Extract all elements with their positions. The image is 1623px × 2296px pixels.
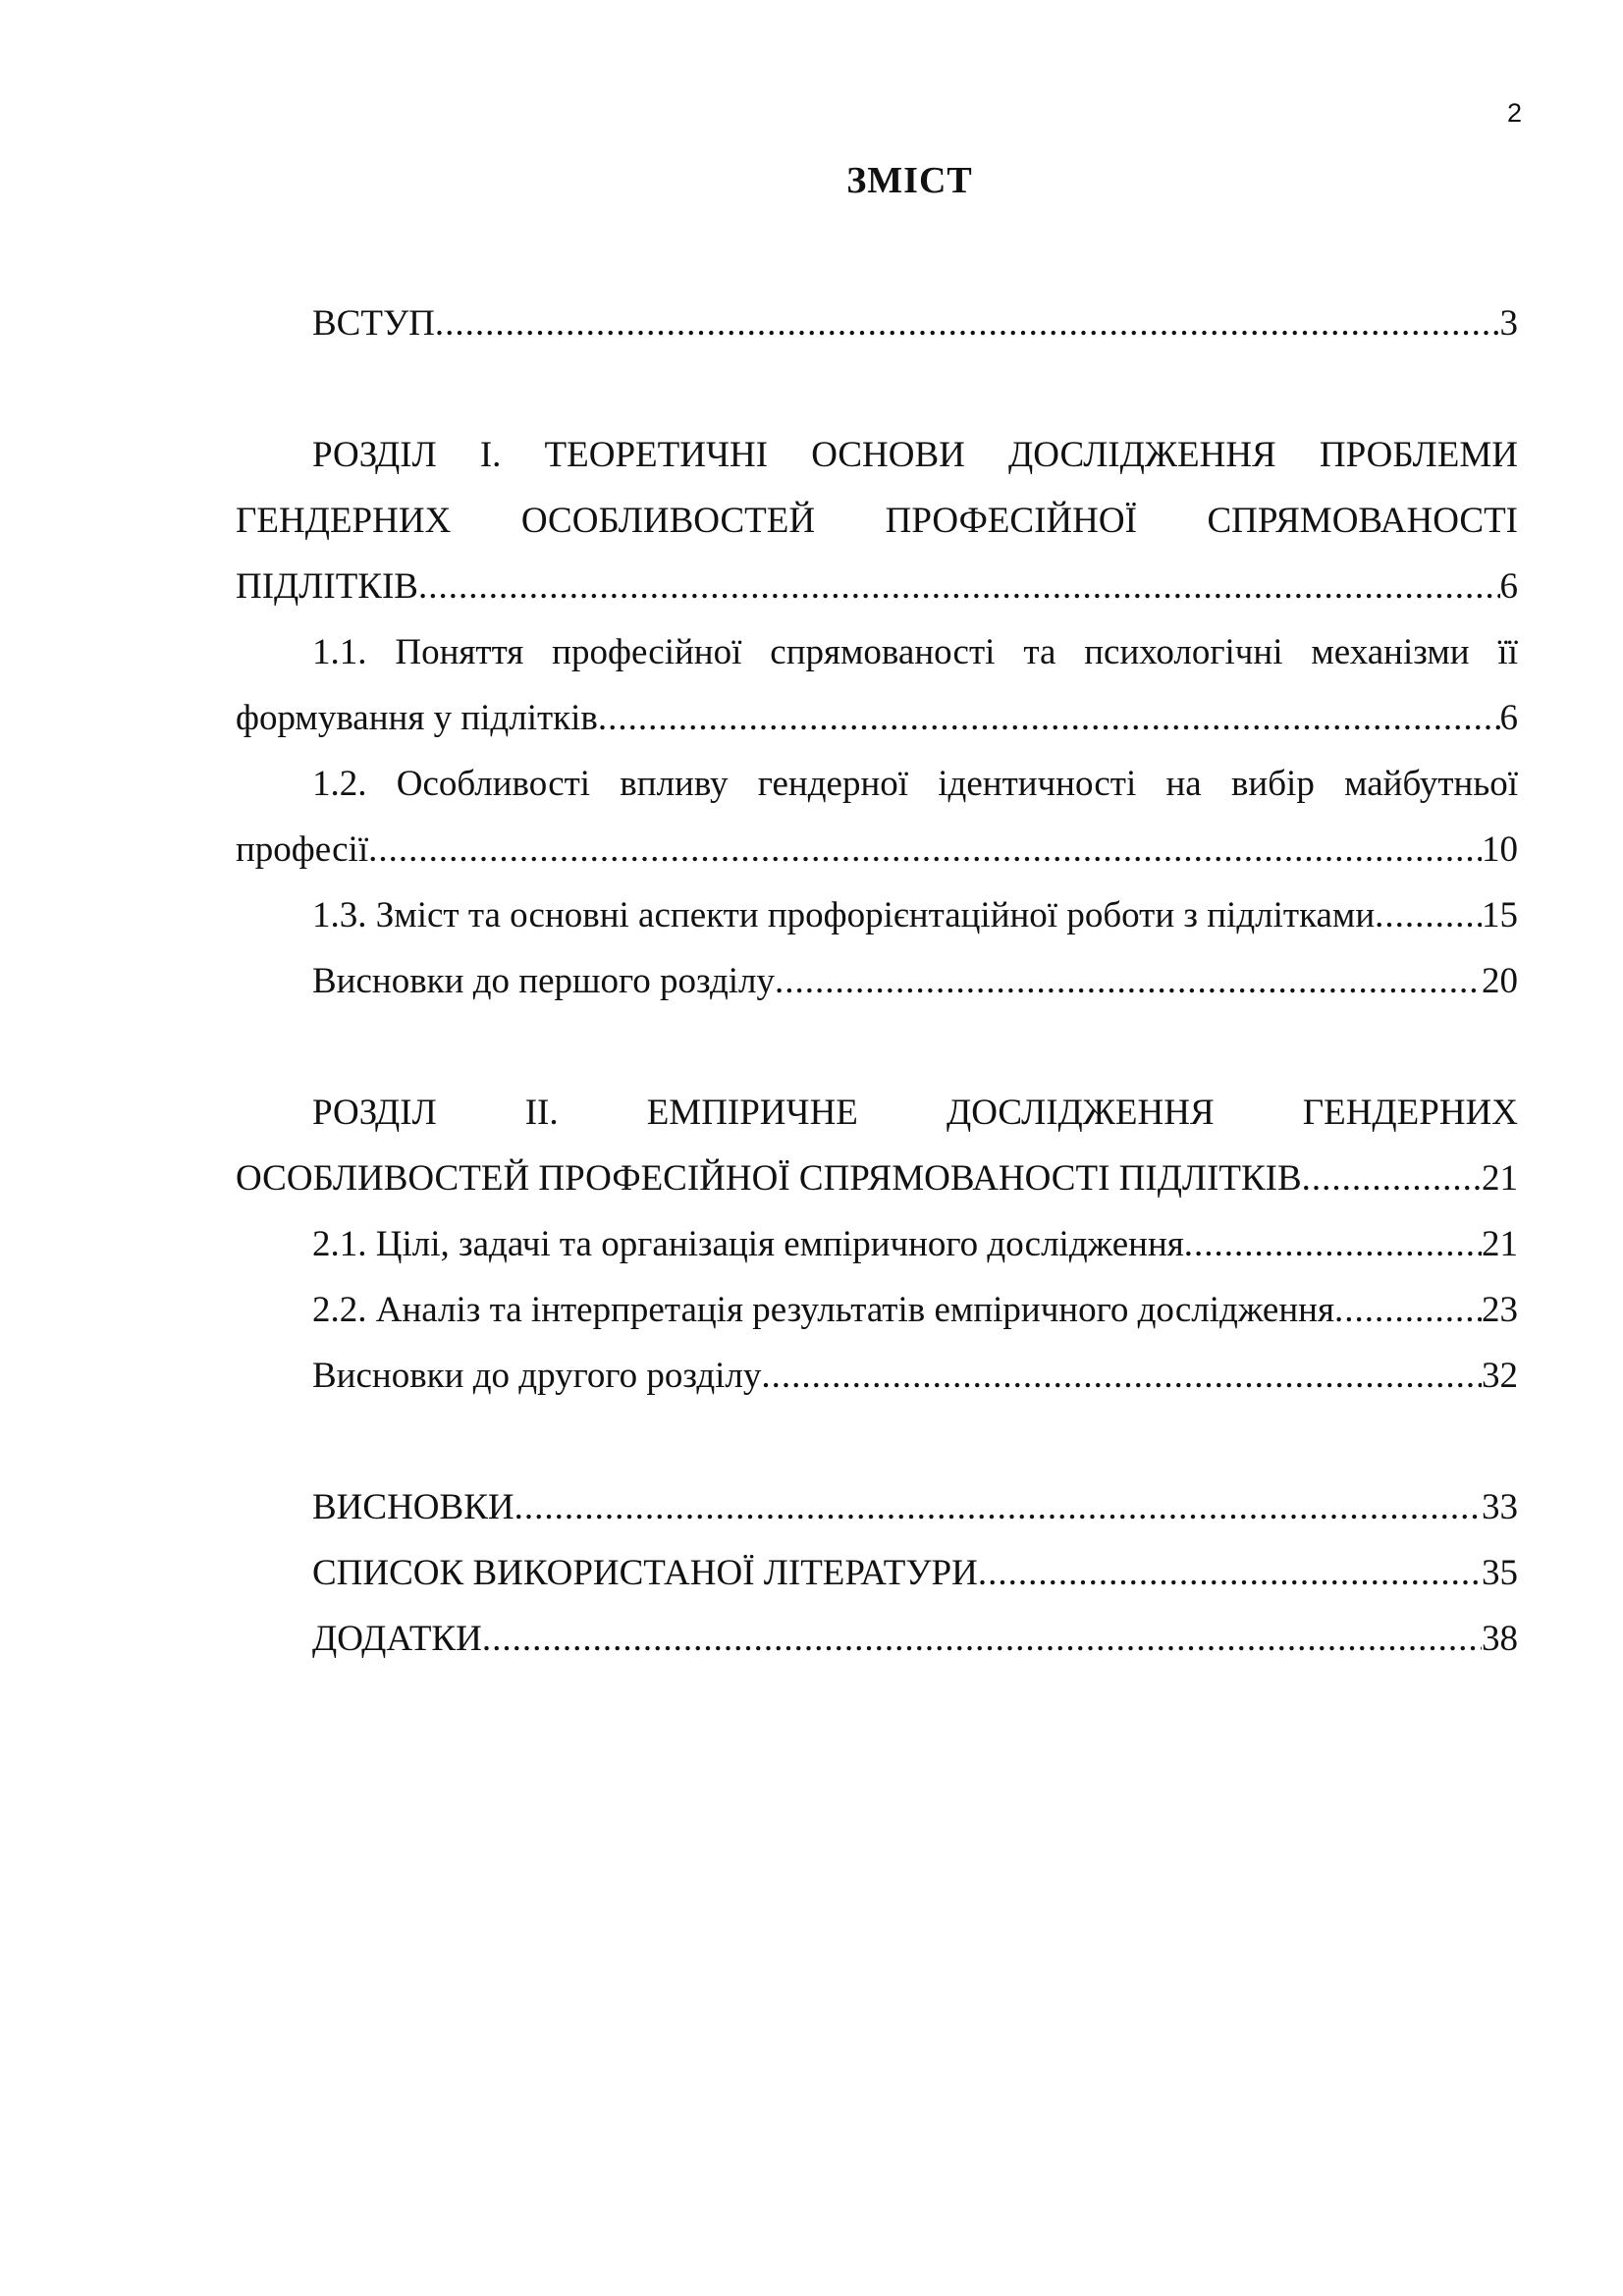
toc-entry-section-2-2[interactable] — [236, 1277, 1518, 1343]
toc-entry-page: 23 — [1482, 1290, 1518, 1330]
page-number: 2 — [1506, 98, 1522, 128]
toc-entry-text: 1.3. Зміст та основні аспекти профорієнтаційної роботи з підлітками — [312, 895, 1376, 935]
toc-entry-page: 10 — [1482, 829, 1518, 870]
table-of-contents — [236, 291, 1518, 1672]
toc-entry-references[interactable] — [236, 1540, 1518, 1606]
toc-entry-page: 6 — [1499, 698, 1518, 738]
toc-entry-section-1-1[interactable] — [236, 619, 1518, 751]
leader-dots — [1334, 1277, 1482, 1343]
toc-entry-page: 38 — [1482, 1619, 1518, 1659]
leader-dots — [598, 685, 1500, 751]
toc-entry-text: Висновки до другого розділу — [312, 1356, 762, 1396]
toc-entry-conclusions-1[interactable] — [236, 948, 1518, 1014]
toc-entry-intro[interactable] — [236, 291, 1518, 356]
toc-entry-line: 1.2. Особливості впливу гендерної ідентичності на вибір майбутньої — [312, 764, 1518, 804]
toc-entry-text: ВИСНОВКИ — [312, 1487, 514, 1527]
toc-entry-text: СПИСОК ВИКОРИСТАНОЇ ЛІТЕРАТУРИ — [312, 1553, 978, 1593]
toc-entry-page: 33 — [1482, 1487, 1518, 1527]
spacer — [236, 356, 1518, 422]
leader-dots — [514, 1474, 1482, 1540]
toc-entry-text: формування у підлітків — [236, 698, 598, 738]
toc-entry-page: 21 — [1482, 1158, 1518, 1199]
toc-entry-text: професії — [236, 829, 369, 870]
toc-entry-line: РОЗДІЛ ІІ. ЕМПІРИЧНЕ ДОСЛІДЖЕННЯ ГЕНДЕРНИХ — [312, 1093, 1518, 1133]
toc-entry-text: 2.2. Аналіз та інтерпретація результатів емпіричного дослідження — [312, 1290, 1334, 1330]
toc-entry-last-line — [236, 817, 1518, 882]
leader-dots — [1302, 1146, 1482, 1211]
toc-entry-page: 21 — [1482, 1224, 1518, 1264]
toc-entry-appendices[interactable] — [236, 1606, 1518, 1672]
leader-dots — [368, 817, 1482, 882]
toc-entry-page: 32 — [1482, 1356, 1518, 1396]
toc-entry-page: 3 — [1499, 303, 1518, 344]
toc-entry-text: ПІДЛІТКІВ — [236, 566, 418, 607]
page-title: ЗМІСТ — [846, 160, 973, 201]
toc-entry-text: Висновки до першого розділу — [312, 961, 776, 1001]
toc-entry-chapter-1[interactable] — [236, 422, 1518, 619]
leader-dots — [761, 1343, 1482, 1409]
leader-dots — [978, 1540, 1482, 1606]
leader-dots — [482, 1606, 1482, 1672]
toc-entry-conclusions[interactable] — [236, 1474, 1518, 1540]
toc-entry-page: 20 — [1482, 961, 1518, 1001]
toc-entry-section-1-3[interactable] — [236, 882, 1518, 948]
leader-dots — [435, 291, 1500, 356]
toc-entry-line: РОЗДІЛ І. ТЕОРЕТИЧНІ ОСНОВИ ДОСЛІДЖЕННЯ ПРОБЛЕМИ — [312, 435, 1518, 475]
toc-entry-chapter-2[interactable] — [236, 1080, 1518, 1211]
toc-entry-last-line — [236, 685, 1518, 751]
toc-entry-line: ГЕНДЕРНИХ ОСОБЛИВОСТЕЙ ПРОФЕСІЙНОЇ СПРЯМОВАНОСТІ — [236, 501, 1518, 541]
toc-entry-text: ОСОБЛИВОСТЕЙ ПРОФЕСІЙНОЇ СПРЯМОВАНОСТІ ПІДЛІТКІВ — [236, 1158, 1302, 1199]
toc-entry-last-line — [236, 1146, 1518, 1211]
toc-entry-line: 1.1. Поняття професійної спрямованості та психологічні механізми її — [312, 632, 1518, 672]
toc-entry-last-line — [236, 554, 1518, 619]
leader-dots — [1375, 882, 1482, 948]
toc-entry-section-2-1[interactable] — [236, 1211, 1518, 1277]
toc-entry-section-1-2[interactable] — [236, 751, 1518, 882]
spacer — [236, 1014, 1518, 1080]
leader-dots — [1184, 1211, 1482, 1277]
toc-entry-conclusions-2[interactable] — [236, 1343, 1518, 1409]
toc-entry-page: 35 — [1482, 1553, 1518, 1593]
toc-entry-page: 15 — [1482, 895, 1518, 935]
toc-entry-text: ВСТУП — [312, 303, 435, 344]
spacer — [236, 1409, 1518, 1474]
toc-entry-page: 6 — [1499, 566, 1518, 607]
leader-dots — [775, 948, 1482, 1014]
toc-entry-text: ДОДАТКИ — [312, 1619, 482, 1659]
leader-dots — [418, 554, 1500, 619]
toc-entry-text: 2.1. Цілі, задачі та організація емпіричного дослідження — [312, 1224, 1184, 1264]
